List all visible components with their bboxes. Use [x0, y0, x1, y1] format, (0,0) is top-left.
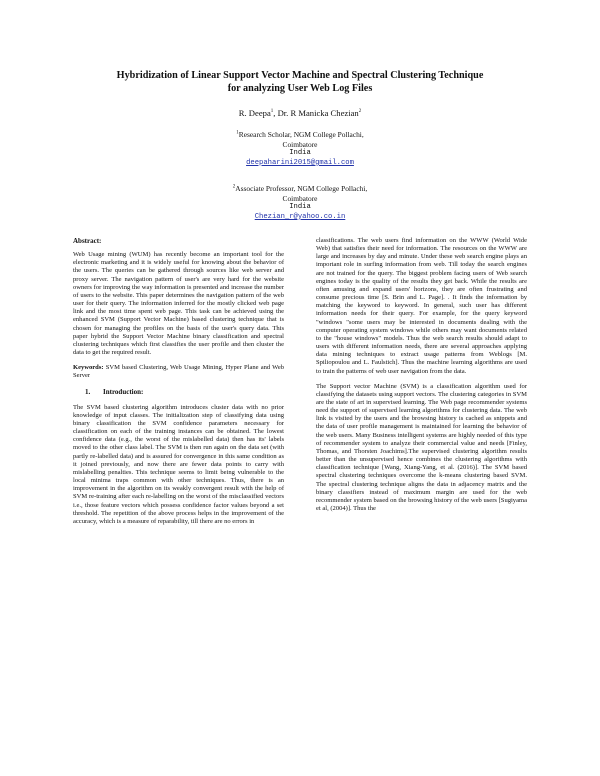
- right-column: [316, 237, 527, 520]
- affil-1-line1: Research Scholar, NGM College Pollachi,: [238, 130, 364, 139]
- affiliation-2: [150, 184, 450, 222]
- affil-2-line3: India: [289, 203, 311, 212]
- affil-1-line3: India: [289, 149, 311, 158]
- abstract-heading: Abstract:: [73, 237, 102, 245]
- paper-title: [60, 70, 540, 95]
- keywords: [73, 364, 284, 380]
- section-heading-introduction: [73, 388, 284, 396]
- affiliation-1: [150, 130, 450, 168]
- left-column: [73, 237, 284, 533]
- section-number: 1.: [85, 387, 91, 396]
- title-line-2: for analyzing User Web Log Files: [227, 82, 373, 94]
- intro-paragraph-1: The SVM based clustering algorithm introduces cluster data with no prior knowledge of input classes. The initialization step of classifying data using binary classification the SVM confidence parameters necessary for classification on each of the training instances can be obtained. The lowest confidence data (e.g., the worst of the mislabelled data) then has its' labels moved to the other class label. The SVM is then run again on the data set (with partly re-labelled data) and is assured for convergence in this same condition as it joined previously, and now there are fewer data points to carry with mislabelling penalties. This technique seems to limit being vulnerable to the local minima traps common with other techniques. Thus, there is an improvement in the algorithm on its weakly convergent result with the help of SVM re-training after each re-labelling on the worst of the misclassified vectors i.e., those feature vectors which possess confidence factor values beyond a set threshold. The repetition of the above process helps in the improvement of the accuracy, which is a measure of reparability, till there are no errors in: [73, 403, 284, 525]
- keywords-text: SVM based Clustering, Web Usage Mining, Hyper Plane and Web Server: [73, 364, 284, 380]
- author-line: [60, 108, 540, 118]
- title-line-1: Hybridization of Linear Support Vector Machine and Spectral Clustering Technique: [116, 70, 484, 81]
- affil-2-line1: Associate Professor, NGM College Pollachi,: [235, 184, 368, 193]
- author-2-name: , Dr. R Manicka Chezian: [273, 108, 359, 118]
- affil-1-line2: Coimbatore: [282, 139, 318, 149]
- abstract-text: Web Usage mining (WUM) has recently become an important tool for the electronic marketing and it is widely useful for knowing about the behavior of the users. The queries can be gathered through sources like web server and proxy server. The navigation pattern of user's are very hard for the website owners for improving the way information is presented and increase the number of users to the website. This paper determines the navigation pattern of the web user for their query. The information inferred for the mostly clicked web page link and the most time spent web page. This task can be achieved using the enhanced SVM (Support Vector Machine) based clustering technique that is chosen for managing the profiles on the basis of the user's query data. This paper hybrid the Support Vector Machine binary classification and spectral clustering techniques which first classifies the user profile and then cluster the data to get the required result.: [73, 251, 284, 357]
- author-1-sup: 1: [270, 109, 274, 115]
- author-2-sup: 2: [358, 109, 362, 115]
- affil-2-sup: 2: [232, 184, 236, 190]
- affil-1-email-link[interactable]: deepaharini2015@gmail.com: [246, 158, 354, 167]
- section-title: Introduction:: [103, 387, 144, 396]
- affil-2-line2: Coimbatore: [282, 193, 318, 203]
- affil-2-email-link[interactable]: Chezian_r@yahoo.co.in: [254, 212, 346, 221]
- right-paragraph-2: The Support vector Machine (SVM) is a classification algorithm used for classifying the datasets using support vectors. The clustering categories in SVM are the state of art in supervised learning. The Web page recommender systems need the support of supervised learning algorithms for clustering data. The web link is visited by the users and the browsing history is cached as snippets and the data of user profile management is maintained for learning the behavior of the web users. Many Business intelligent systems are highly needed of this type of recommender system to analyze their commercial value and needs [Finley, Thomas, and Thorsten Joachims].The supervised clustering algorithm results better than the unsupervised hence combines the clustering algorithms with classification technique [Wang, Xiang-Yang, et al. (2016)]. The SVM based spectral clustering techniques overcome the k-means clustering based SVM. The spectral clustering technique aligns the data in adjacency matrix and the binary classifiers instead of maximum margin are used for the web recommender system based on the browsing history of the web users [Sugiyama et al, (2004)]. Thus the: [316, 382, 527, 512]
- affil-1-sup: 1: [236, 130, 239, 136]
- right-paragraph-1: classifications. The web users find information on the WWW (World Wide Web) that satisfies their need for information. The resources on the WWW are large and increases by day and minute. Under these web search engine plays an important role in surfing information from web. Till today the search engines are not trained for the query. The biggest problem facing users of Web search engines today is the quality of the results they get back. While the results are often amusing and expand users' horizons, they are often frustrating and consume precious time [S. Brin and L. Page]. . It finds the information by matching the keyword to keyword. In general, such user has different information needs for their query. For example, for the query keyword "windows "some users may be interested in documents dealing with the computer operating system windows while others may want documents related to the "house windows" models. Thus the web search results should adapt to users with different information needs, there are several approaches applying data mining techniques to extract usage patterns from Weblogs [M. Spiliopoulou and L. Faulstich]. Thus the machine learning algorithms are used to train the patterns of web user navigation from the data.: [316, 237, 527, 375]
- keywords-label: Keywords:: [73, 364, 104, 372]
- author-1-name: R. Deepa: [238, 108, 271, 118]
